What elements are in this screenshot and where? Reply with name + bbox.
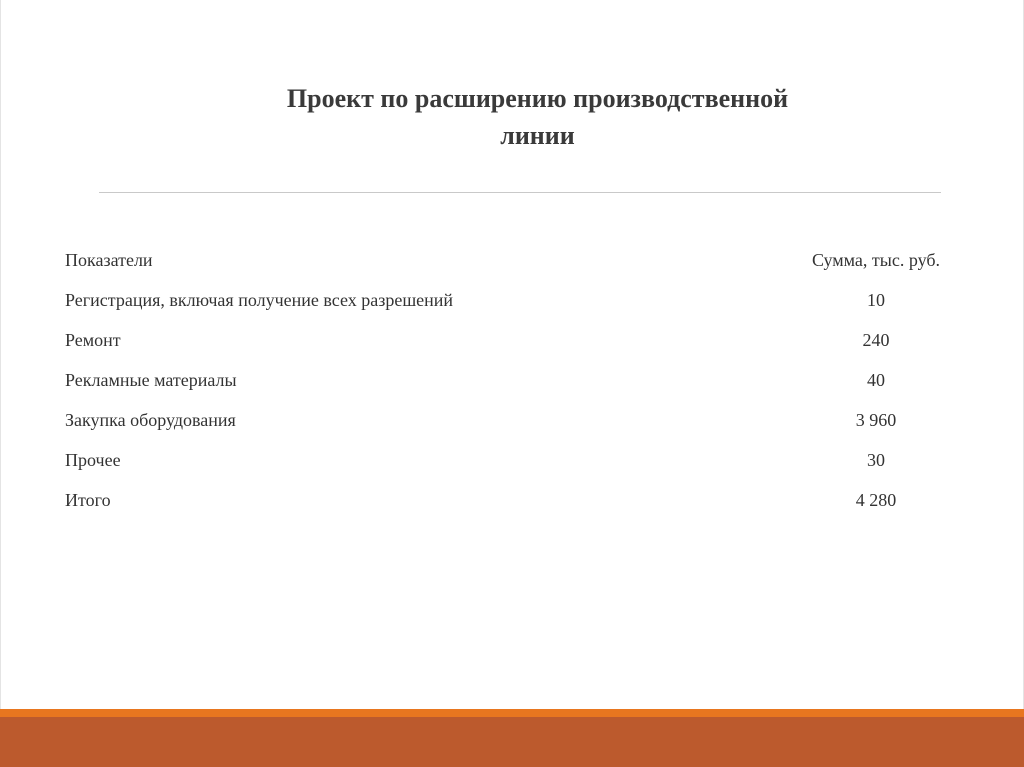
row-value: 40	[867, 370, 885, 390]
row-value: 30	[867, 450, 885, 470]
table-total-row	[65, 480, 985, 520]
table-row	[65, 280, 985, 320]
slide-title-line-1: Проект по расширению производственной	[286, 84, 789, 113]
table-row	[65, 400, 985, 440]
footer-accent-stripe	[0, 709, 1024, 717]
footer-bar	[0, 709, 1024, 767]
cost-table	[65, 240, 985, 520]
row-label: Ремонт	[65, 330, 121, 350]
slide-title-line-2: линии	[500, 121, 575, 150]
row-label: Рекламные материалы	[65, 370, 237, 390]
row-label: Регистрация, включая получение всех разрешений	[65, 290, 454, 310]
header-label: Показатели	[65, 250, 153, 270]
row-value: 10	[867, 290, 885, 310]
total-value: 4 280	[855, 490, 897, 510]
table-row	[65, 360, 985, 400]
total-label: Итого	[65, 490, 111, 510]
row-label: Прочее	[65, 450, 121, 470]
table-header-row	[65, 240, 985, 280]
title-divider	[99, 192, 941, 193]
table-row	[65, 320, 985, 360]
header-value: Сумма, тыс. руб.	[811, 250, 941, 270]
row-label: Закупка оборудования	[65, 410, 236, 430]
row-value: 3 960	[855, 410, 897, 430]
footer-band	[0, 717, 1024, 767]
row-value: 240	[862, 330, 890, 350]
table-row	[65, 440, 985, 480]
slide-title	[101, 80, 974, 154]
